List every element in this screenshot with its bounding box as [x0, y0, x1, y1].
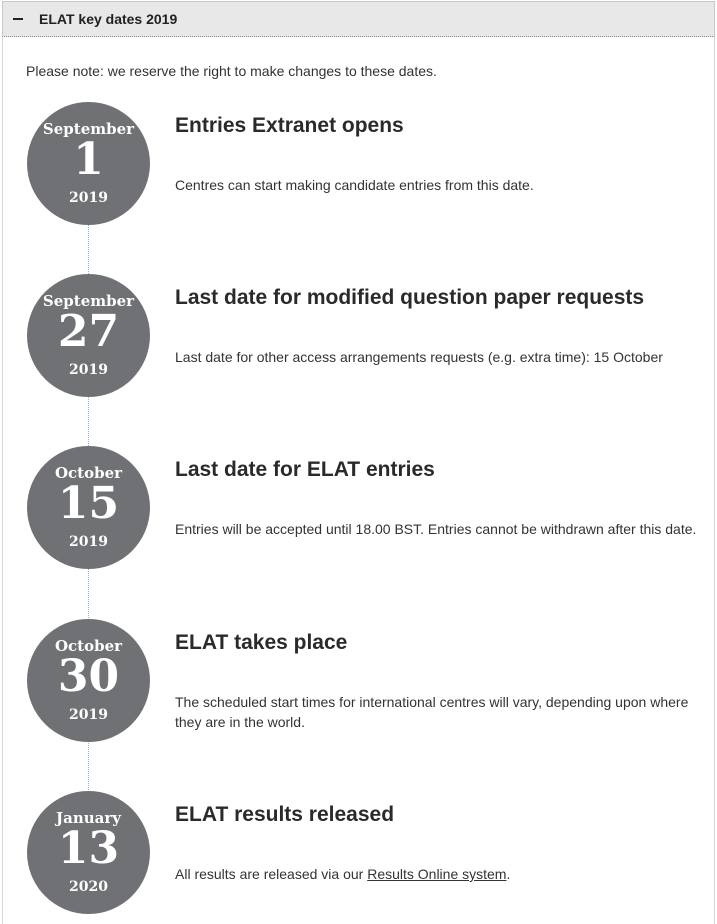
- event-description: The scheduled start times for international centres will vary, depending upon where they are in the world.: [175, 694, 689, 730]
- date-day: 30: [57, 651, 120, 702]
- date-badge: [27, 791, 150, 914]
- date-year: 2019: [69, 707, 108, 723]
- date-day: 15: [57, 478, 120, 529]
- event-title: ELAT takes place: [175, 631, 348, 654]
- timeline-event: [0, 446, 717, 570]
- event-description: [175, 864, 705, 884]
- date-month: September: [42, 292, 135, 310]
- timeline-event: [0, 102, 717, 226]
- date-badge: [27, 102, 150, 225]
- event-description: Centres can start making candidate entries from this date.: [175, 177, 534, 193]
- description-text: All results are released via our: [175, 866, 368, 882]
- date-day: 1: [73, 134, 104, 185]
- date-year: 2019: [69, 190, 108, 206]
- date-badge: [27, 274, 150, 397]
- timeline-event: [0, 619, 717, 743]
- date-day: 13: [57, 823, 120, 874]
- date-month: January: [56, 809, 121, 827]
- dates-note: Please note: we reserve the right to make changes to these dates.: [26, 63, 437, 79]
- collapse-icon[interactable]: [13, 18, 23, 20]
- date-year: 2019: [69, 534, 108, 550]
- results-online-link[interactable]: Results Online system: [367, 866, 507, 882]
- event-title: ELAT results released: [175, 803, 395, 826]
- date-year: 2020: [69, 879, 108, 895]
- accordion-header[interactable]: [2, 1, 715, 37]
- date-month: October: [54, 637, 123, 655]
- date-month: September: [42, 120, 135, 138]
- date-day: 27: [57, 306, 120, 357]
- event-title: Last date for modified question paper requests: [175, 286, 645, 309]
- event-description: Entries will be accepted until 18.00 BST. Entries cannot be withdrawn after this date.: [175, 521, 697, 537]
- timeline-event: [0, 791, 717, 915]
- event-title: Entries Extranet opens: [175, 114, 404, 137]
- date-month: October: [54, 464, 123, 482]
- date-year: 2019: [69, 362, 108, 378]
- event-description: Last date for other access arrangements requests (e.g. extra time): 15 October: [175, 349, 663, 365]
- timeline-event: [0, 274, 717, 398]
- event-title: Last date for ELAT entries: [175, 458, 435, 481]
- date-badge: [27, 619, 150, 742]
- accordion-title: ELAT key dates 2019: [39, 11, 178, 27]
- date-badge: [27, 446, 150, 569]
- description-text: .: [506, 866, 511, 882]
